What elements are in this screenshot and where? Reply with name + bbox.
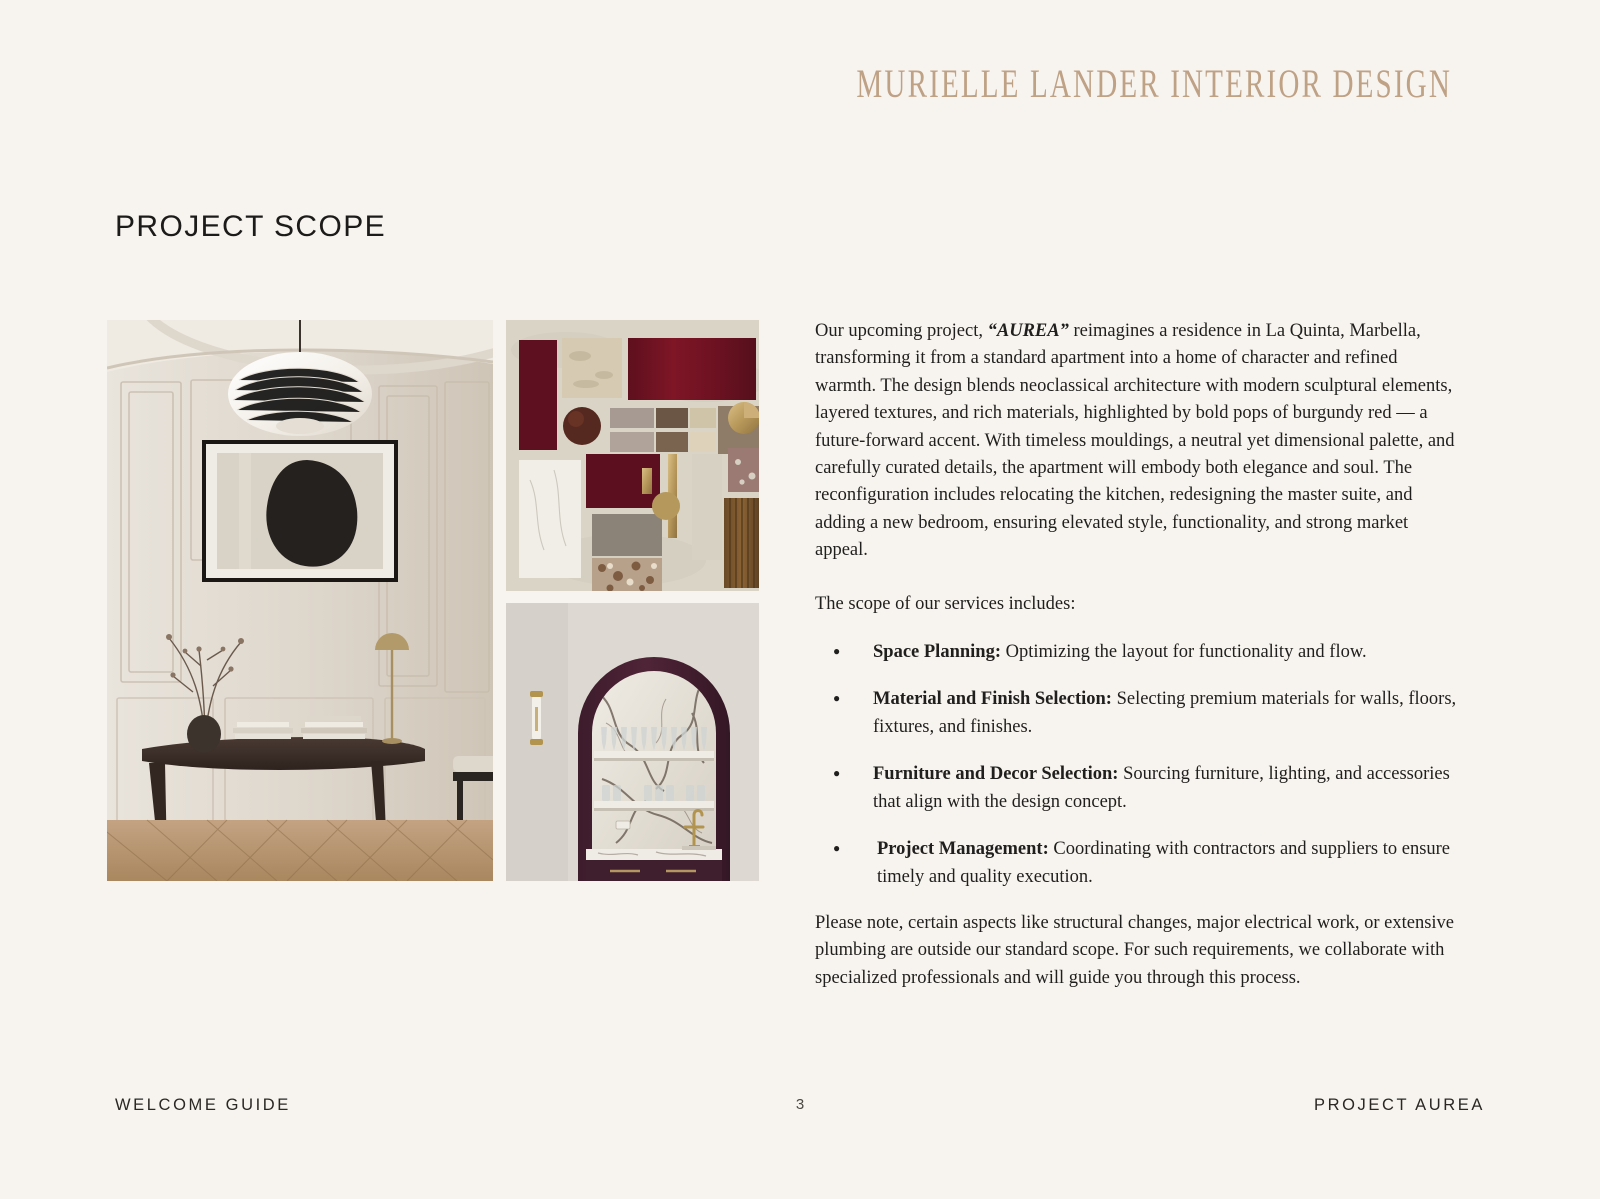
service-text: Coordinating with contractors and suppliers to ensure timely and quality execution. — [877, 839, 1451, 888]
brand-wordmark: MURIELLE LANDER INTERIOR DESIGN — [856, 62, 1452, 107]
material-flatlay-image — [506, 320, 759, 591]
intro-text-after: reimagines a residence in La Quinta, Marbella, transforming it from a standard apartment into a home of character and refined warmth. The design blends neoclassical architecture with modern sculptural elements, layered textures, and rich materials, highlighted by bold pops of burgundy red — a future-forward accent. With timeless mouldings, a neutral yet dimensional palette, and carefully curated details, the apartment will embody both elegance and soul. The reconfiguration includes relocating the kitchen, redesigning the master suite, and adding a new bedroom, ensuring elevated style, functionality, and strong market appeal. — [815, 321, 1455, 561]
service-title: Project Management: — [877, 839, 1049, 860]
scope-note-paragraph: Please note, certain aspects like structural changes, major electrical work, or extensive plumbing are outside our standard scope. For such requirements, we collaborate with specialized professionals and will guide you through this process. — [815, 913, 1455, 988]
list-item — [815, 835, 1460, 891]
services-list — [815, 638, 1460, 891]
service-text: Selecting premium materials for walls, floors, fixtures, and finishes. — [873, 689, 1457, 738]
service-title: Material and Finish Selection: — [873, 689, 1112, 710]
service-text: Optimizing the layout for functionality and flow. — [1000, 642, 1367, 663]
page-footer — [115, 1096, 1485, 1124]
page-number: 3 — [795, 1096, 805, 1113]
list-item — [815, 638, 1460, 666]
services-lead: The scope of our services includes: — [815, 593, 1076, 614]
footer-document-label: WELCOME GUIDE — [115, 1096, 291, 1114]
list-item — [815, 685, 1460, 741]
list-item — [815, 760, 1460, 816]
intro-paragraph — [815, 318, 1460, 565]
project-name: “AUREA” — [987, 321, 1069, 341]
interior-entryway-image — [107, 320, 493, 881]
intro-text-before: Our upcoming project, — [815, 321, 988, 341]
body-copy — [815, 318, 1460, 1012]
service-text: Sourcing furniture, lighting, and accessories that align with the design concept. — [873, 764, 1450, 813]
service-title: Space Planning: — [873, 642, 1001, 663]
image-gallery — [107, 320, 759, 881]
footer-project-label: PROJECT AUREA — [1313, 1096, 1485, 1114]
page-title: PROJECT SCOPE — [115, 210, 387, 244]
bar-niche-image — [506, 603, 759, 881]
service-title: Furniture and Decor Selection: — [873, 764, 1119, 785]
